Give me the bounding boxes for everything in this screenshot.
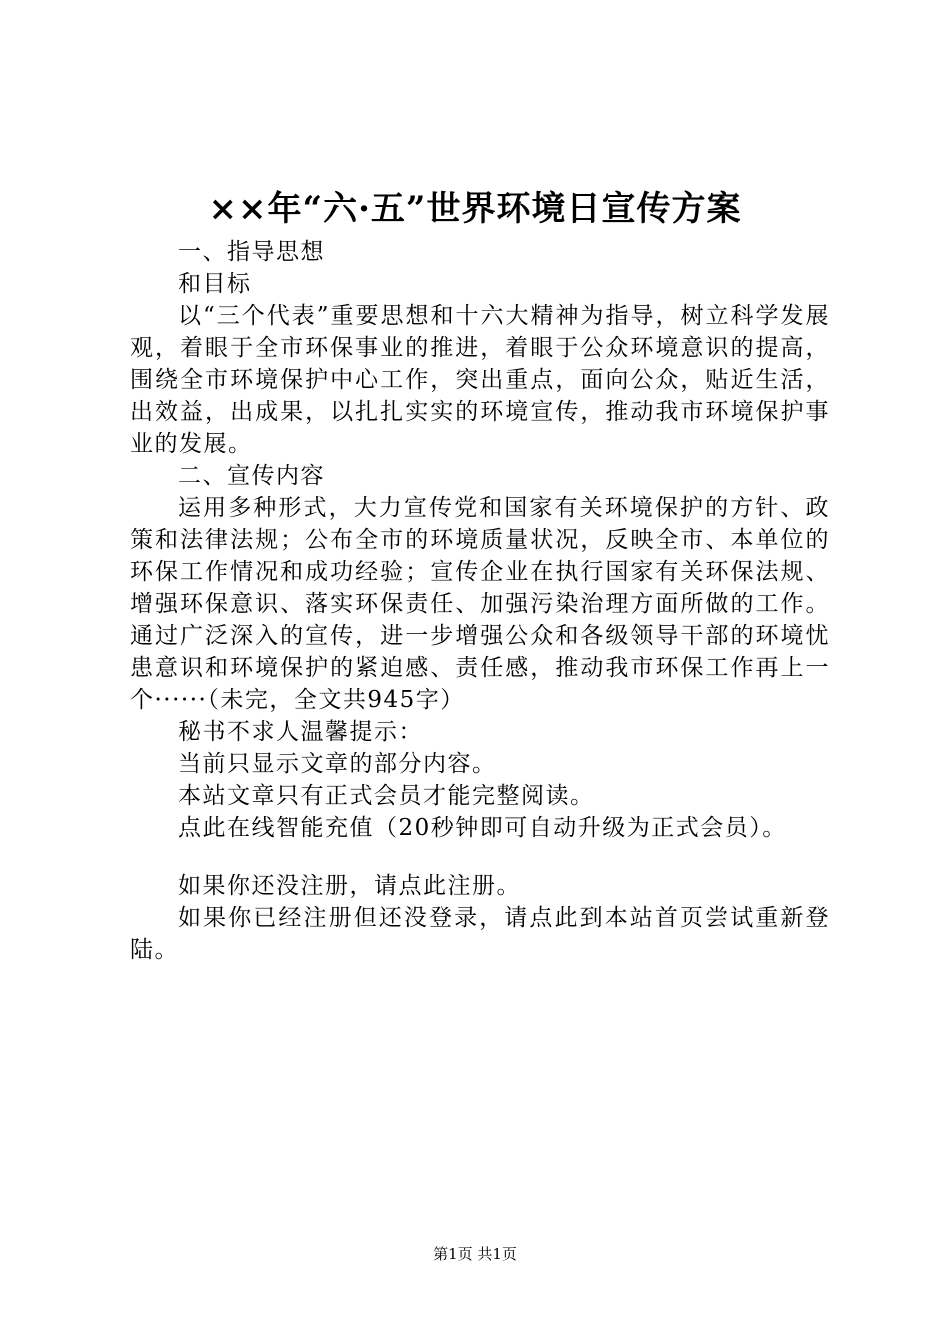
paragraph-content: 运用多种形式，大力宣传党和国家有关环境保护的方针、政策和法律法规；公布全市的环境质量状况，反映全市、本单位的环保工作情况和成功经验；宣传企业在执行国家有关环保法规、增强环保意识、落实环保责任、加强污染治理方面所做的工作。通过广泛深入的宣传，进一步增强公众和各级领导干部的环境忧患意识和环境保护的紧迫感、责任感，推动我市环保工作再上一个······（未完，全文共945字） — [130, 495, 830, 713]
notice-members-only: 本站文章只有正式会员才能完整阅读。 — [178, 783, 595, 809]
document-title: ××年“六·五”世界环境日宣传方案 — [208, 189, 742, 229]
paragraph-guiding-thought: 以“三个代表”重要思想和十六大精神为指导，树立科学发展观，着眼于全市环保事业的推进，着眼于公众环境意识的提高，围绕全市环境保护中心工作，突出重点，面向公众，贴近生活，出效益，出成果，以扎扎实实的环境宣传，推动我市环境保护事业的发展。 — [130, 303, 830, 457]
notice-heading: 秘书不求人温馨提示： — [178, 719, 423, 745]
login-link[interactable]: 如果你已经注册但还没登录，请点此到本站首页尝试重新登陆。 — [130, 905, 830, 963]
recharge-link[interactable]: 点此在线智能充值（20秒钟即可自动升级为正式会员）。 — [178, 815, 787, 841]
page-footer: 第1页 共1页 — [433, 1245, 517, 1263]
section-heading-content: 二、宣传内容 — [178, 463, 325, 489]
section-heading-goals: 和目标 — [178, 271, 252, 297]
register-link[interactable]: 如果你还没注册，请点此注册。 — [178, 873, 521, 899]
section-heading-guiding-thought: 一、指导思想 — [178, 239, 325, 265]
notice-partial-content: 当前只显示文章的部分内容。 — [178, 751, 497, 777]
document-body — [130, 236, 830, 966]
